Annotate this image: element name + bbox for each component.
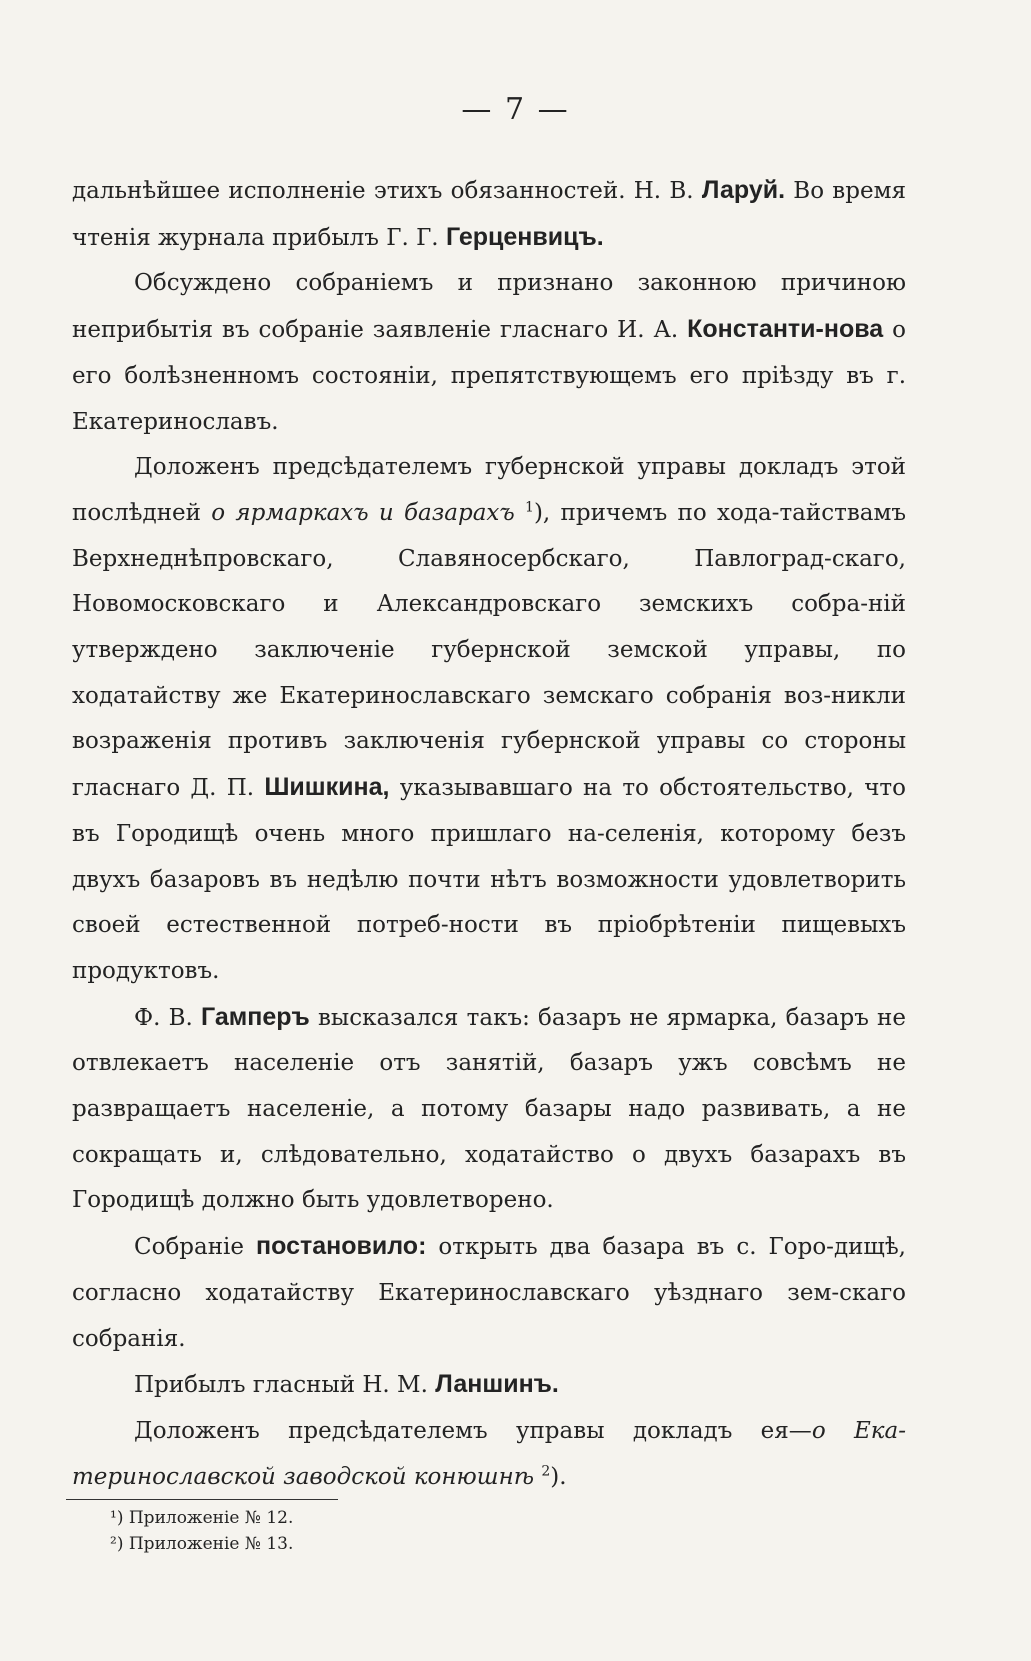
text-run: дальнѣйшее исполненіе этихъ обязанностей [72, 178, 619, 204]
footnote-text: Приложеніе № 13. [128, 1534, 294, 1554]
text-run: высказался такъ: базаръ не ярмарка, базаръ не отвлекаетъ населеніе отъ занятій, базаръ ужъ совсѣмъ не развращаетъ населеніе, а потому базары надо развивать, а не сокращать и, слѣдовательно, ходатайство о двухъ базарахъ въ Городищѣ должно быть удовлетворено. [72, 1004, 906, 1214]
footnote-divider [66, 1499, 338, 1500]
text-run: о его болѣзненномъ состояніи, препятствующемъ его пріѣзду въ г. Екатеринославъ. [72, 317, 906, 435]
surname-larui: Ларуй. [701, 176, 786, 204]
footnote-ref-2: 2 [541, 1463, 551, 1480]
text-run: Обсуждено собраніемъ и признано законною причиною неприбытія въ собраніе заявленіе гласнаго И. А. [72, 270, 906, 344]
text-run: указывавшаго на то обстоятельство, что въ Городищѣ очень много пришлаго на-селенія, которому безъ двухъ базаровъ въ недѣлю почти нѣтъ возможности удовлетворить своей естественной потреб-ности въ пріобрѣтеніи пищевыхъ продуктовъ. [72, 775, 906, 984]
italic-title: о ярмаркахъ и базарахъ [211, 499, 515, 526]
footnote-mark: ¹) [110, 1508, 124, 1528]
surname-shishkin: Шишкина, [264, 773, 390, 802]
paragraph-5 [72, 1224, 906, 1362]
surname-gamper: Гамперъ [201, 1002, 310, 1031]
resolution-word: постановило: [256, 1232, 427, 1261]
body-text [72, 168, 906, 1500]
footnote-2 [110, 1531, 293, 1557]
footnotes [110, 1505, 293, 1557]
paragraph-1 [72, 168, 906, 261]
paragraph-6 [72, 1362, 906, 1409]
text-run: Во время чтенія журнала прибылъ Г. Г. [72, 178, 906, 251]
surname-gertsenvits: Герценвицъ. [445, 222, 604, 251]
footnote-ref-1: 1 [525, 499, 534, 516]
text-run: Ф. В. [134, 1004, 202, 1031]
text-run: открыть два базара въ с. Горо-дищѣ, согласно ходатайству Екатеринославскаго уѣзднаго зем-скаго собранія. [72, 1234, 906, 1352]
paragraph-2 [72, 261, 906, 445]
text-run: Собраніе [134, 1234, 257, 1261]
surname-konstantinov: Константи-нова [687, 315, 884, 344]
footnote-mark: ²) [110, 1534, 124, 1554]
footnote-1 [110, 1505, 293, 1531]
page-number: — 7 — [461, 92, 570, 127]
italic-title: о Ека-теринославской заводской конюшнѣ [72, 1417, 907, 1490]
text-run: Доложенъ предсѣдателемъ управы докладъ ея— [134, 1417, 812, 1444]
text-run: Доложенъ предсѣдателемъ губернской управы докладъ этой послѣдней [72, 454, 906, 526]
text-run: Прибылъ гласный Н. М. [134, 1372, 436, 1399]
paragraph-7 [72, 1409, 906, 1500]
surname-lanshin: Ланшинъ. [435, 1370, 559, 1399]
text-run: . Н. В. [618, 178, 702, 204]
paragraph-4 [72, 995, 906, 1225]
text-run: ), причемъ по хода-тайствамъ Верхнеднѣпровскаго, Славяносербскаго, Павлоград-скаго, Новомосковскаго и Александровскаго земскихъ собра-ній утверждено заключеніе губернской земской управы, по ходатайству же Екатеринославскаго земскаго собранія воз-никли возраженія противъ заключенія губернской управы со стороны гласнаго Д. П. [72, 499, 907, 802]
text-run: ). [550, 1463, 567, 1490]
footnote-text: Приложеніе № 12. [128, 1508, 294, 1528]
paragraph-3 [72, 445, 906, 994]
